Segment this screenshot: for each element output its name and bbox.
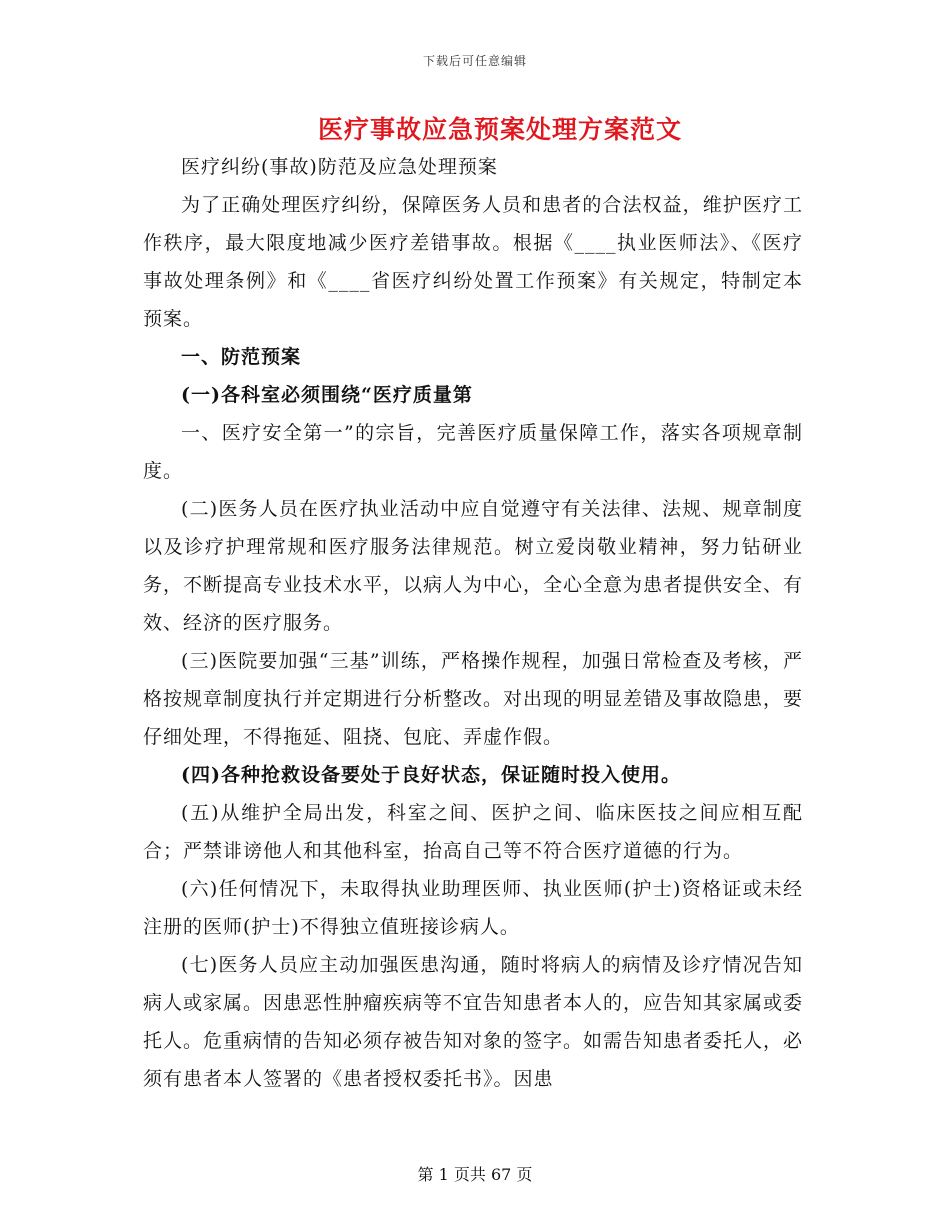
header-note: 下载后可任意编辑 [422,54,527,68]
paragraph-item-6: (六)任何情况下，未取得执业助理医师、执业医师(护士)资格证或未经注册的医师(护士)不得独立值班接诊病人。 [143,878,803,938]
document-title: 医疗事故应急预案处理方案范文 [317,115,682,144]
document-body [143,148,803,1098]
page-footer: 第 1 页共 67 页 [417,1165,533,1184]
paragraph-intro: 为了正确处理医疗纠纷，保障医务人员和患者的合法权益，维护医疗工作秩序，最大限度地减少医疗差错事故。根据《____执业医师法》、《医疗事故处理条例》和《____省医疗纠纷处置工作预案》有关规定，特制定本预案。 [143,194,803,330]
paragraph-item-7: (七)医务人员应主动加强医患沟通，随时将病人的病情及诊疗情况告知病人或家属。因患恶性肿瘤疾病等不宜告知患者本人的，应告知其家属或委托人。危重病情的告知必须存被告知对象的签字。如需告知患者委托人，必须有患者本人签署的《患者授权委托书》。因患 [143,954,804,1090]
section-heading-prevention: 一、防范预案 [181,346,302,368]
paragraph-item-1-body: 一、医疗安全第一”的宗旨，完善医疗质量保障工作，落实各项规章制度。 [143,422,803,482]
paragraph-item-2: (二)医务人员在医疗执业活动中应自觉遵守有关法律、法规、规章制度以及诊疗护理常规和医疗服务法律规范。树立爱岗敬业精神，努力钻研业务，不断提高专业技术水平，以病人为中心，全心全意为患者提供安全、有效、经济的医疗服务。 [143,498,804,634]
paragraph-item-1-heading: (一)各科室必须围绕“医疗质量第 [181,384,473,406]
paragraph-item-3: (三)医院要加强“三基”训练，严格操作规程，加强日常检查及考核，严格按规章制度执行并定期进行分析整改。对出现的明显差错及事故隐患，要仔细处理，不得拖延、阻挠、包庇、弄虚作假。 [143,650,804,748]
paragraph-subtitle: 医疗纠纷(事故)防范及应急处理预案 [181,156,498,178]
paragraph-item-5: (五)从维护全局出发，科室之间、医护之间、临床医技之间应相互配合；严禁诽谤他人和其他科室，抬高自己等不符合医疗道德的行为。 [143,802,803,862]
paragraph-item-4: (四)各种抢救设备要处于良好状态，保证随时投入使用。 [181,764,681,786]
